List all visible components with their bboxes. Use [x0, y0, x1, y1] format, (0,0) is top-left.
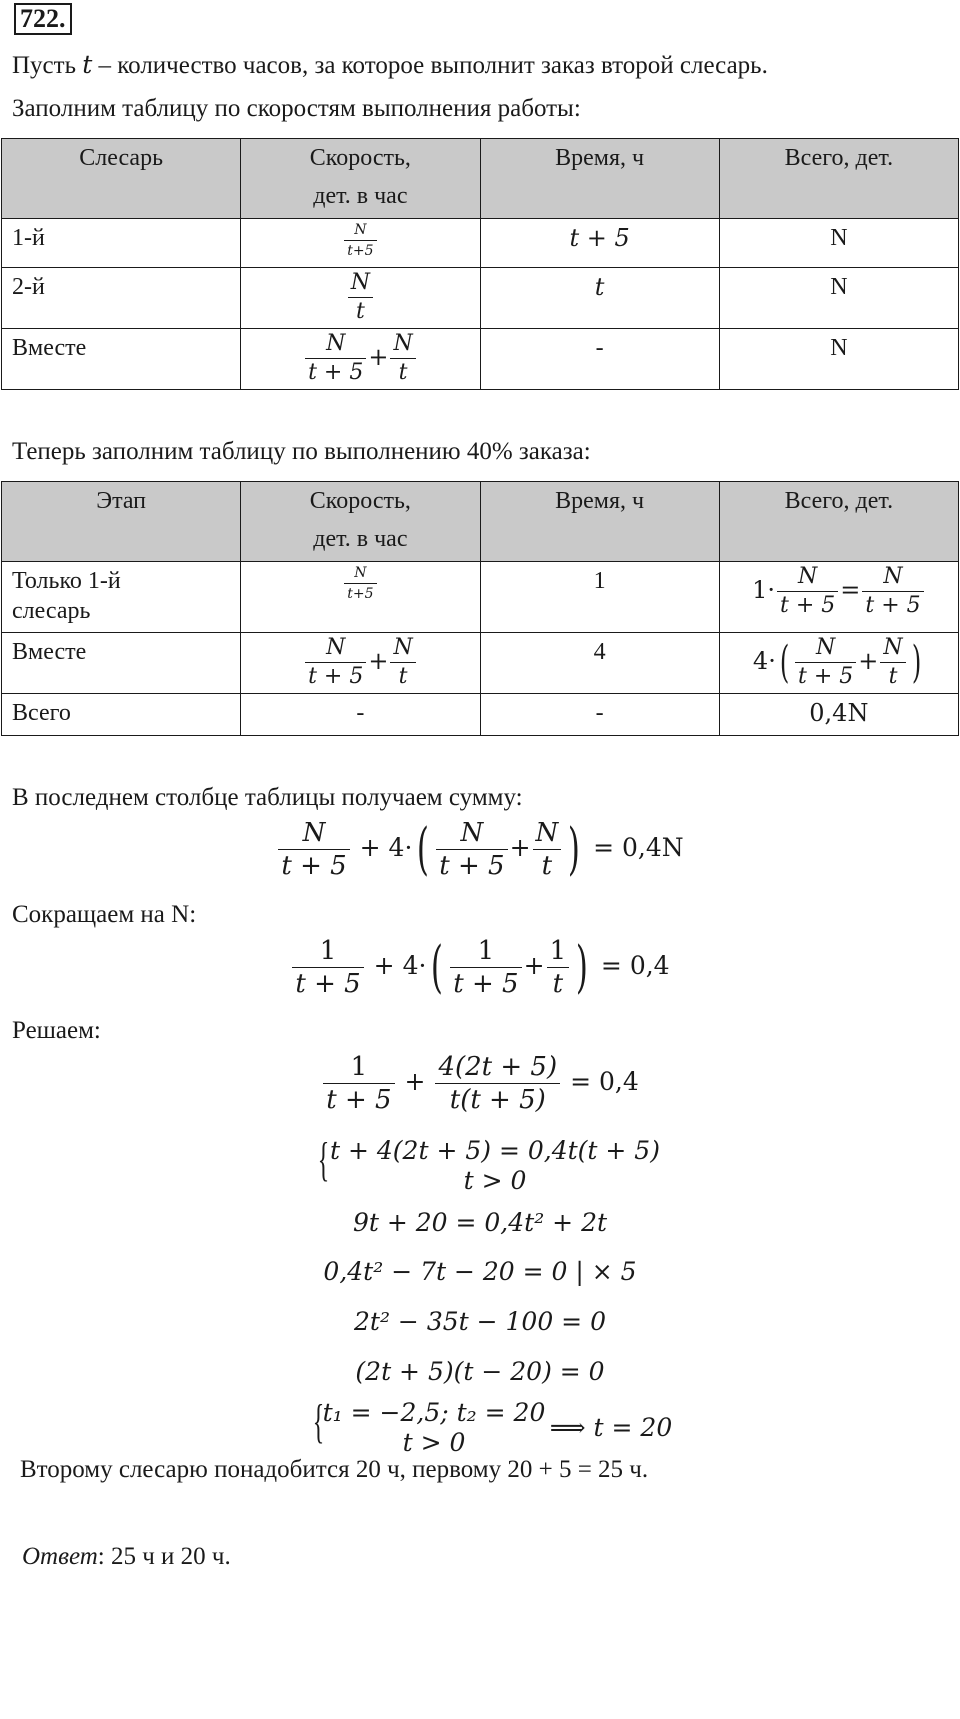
table-header-row [2, 139, 959, 219]
intro-line-1: Пусть t – количество часов, за которое выполнит заказ второй слесарь. [12, 50, 768, 79]
cell-total: 1· $\frac{N}{t + 5}$ = $\frac{N}{t + 5}$ [719, 562, 958, 633]
text-sum: В последнем столбце таблицы получаем сумму: [12, 784, 523, 811]
answer-label: Ответ [22, 1543, 98, 1570]
cell-speed: $\frac{N}{t + 5}$ + $\frac{N}{t}$ [241, 633, 480, 694]
cell-label: Только 1-й слесарь [2, 562, 241, 633]
table-row [2, 633, 959, 694]
header-cell: Слесарь [2, 139, 241, 219]
answer [22, 1542, 231, 1572]
cell-label: Всего [2, 694, 241, 736]
system-brace: { [317, 1133, 330, 1186]
equation-5: 0,4t² − 7t − 20 = 0 | × 5 [323, 1257, 637, 1286]
cell-speed: $\frac{N}{t}$ [241, 268, 480, 329]
equation-1: $\frac{N}{t + 5}$ + 4·( $\frac{N}{t + 5}$ + $\frac{N}{t}$ ) = 0,4N [0, 820, 960, 879]
system-2-line-1: t₁ = −2,5; t₂ = 20 [322, 1398, 546, 1427]
cell-time: 4 [480, 633, 719, 694]
header-cell: Время, ч [480, 139, 719, 219]
cell-total: N [719, 268, 958, 329]
cell-time: t + 5 [480, 219, 719, 268]
table-row [2, 219, 959, 268]
cell-speed: $\frac{N}{t+5}$ [241, 562, 480, 633]
cell-time: - [480, 329, 719, 390]
cell-speed: $\frac{N}{t + 5}$ + $\frac{N}{t}$ [241, 329, 480, 390]
header-cell: Время, ч [480, 482, 719, 562]
equation-2: $\frac{1}{t + 5}$ + 4·( $\frac{1}{t + 5}$ + $\frac{1}{t}$ ) = 0,4 [0, 938, 960, 997]
intro-line-3: Теперь заполним таблицу по выполнению 40% заказа: [12, 438, 591, 465]
system-1-line-2: t > 0 [463, 1166, 527, 1195]
header-cell: Всего, дет. [719, 139, 958, 219]
cell-label: Вместе [2, 633, 241, 694]
equation-7: (2t + 5)(t − 20) = 0 [355, 1357, 605, 1386]
cell-total: N [719, 219, 958, 268]
equation-6: 2t² − 35t − 100 = 0 [354, 1307, 606, 1336]
cell-total: 4·( $\frac{N}{t + 5}$ + $\frac{N}{t}$ ) [719, 633, 958, 694]
cell-speed: - [241, 694, 480, 736]
table-row [2, 694, 959, 736]
conclusion: Второму слесарю понадобится 20 ч, первому 20 + 5 = 25 ч. [20, 1456, 649, 1483]
header-cell: Скорость, дет. в час [241, 139, 480, 219]
system-brace: { [312, 1395, 325, 1448]
text-solve: Решаем: [12, 1017, 101, 1044]
intro-line-2: Заполним таблицу по скоростям выполнения работы: [12, 95, 581, 122]
text-reduce: Сокращаем на N: [12, 901, 197, 928]
table-row [2, 329, 959, 390]
cell-speed: $\frac{N}{t+5}$ [241, 219, 480, 268]
cell-time: 1 [480, 562, 719, 633]
cell-time: t [480, 268, 719, 329]
system-2-result: ⟹ t = 20 [549, 1413, 673, 1442]
cell-time: - [480, 694, 719, 736]
header-cell: Скорость, дет. в час [241, 482, 480, 562]
speed-table [1, 138, 959, 390]
system-1-line-1: t + 4(2t + 5) = 0,4t(t + 5) [330, 1136, 660, 1165]
system-2-line-2: t > 0 [402, 1428, 466, 1457]
cell-label: 1-й [2, 219, 241, 268]
cell-total: N [719, 329, 958, 390]
table-header-row [2, 482, 959, 562]
header-cell: Всего, дет. [719, 482, 958, 562]
cell-label: Вместе [2, 329, 241, 390]
equation-4: 9t + 20 = 0,4t² + 2t [352, 1208, 608, 1237]
answer-text: : 25 ч и 20 ч. [97, 1543, 231, 1570]
cell-label: 2-й [2, 268, 241, 329]
progress-table [1, 481, 959, 736]
table-row [2, 562, 959, 633]
header-cell: Этап [2, 482, 241, 562]
cell-total: 0,4N [719, 694, 958, 736]
equation-3: $\frac{1}{t + 5}$ + $\frac{4(2t + 5)}{t(t + 5)}$ = 0,4 [0, 1054, 960, 1113]
problem-number: 722. [14, 3, 72, 35]
table-row [2, 268, 959, 329]
